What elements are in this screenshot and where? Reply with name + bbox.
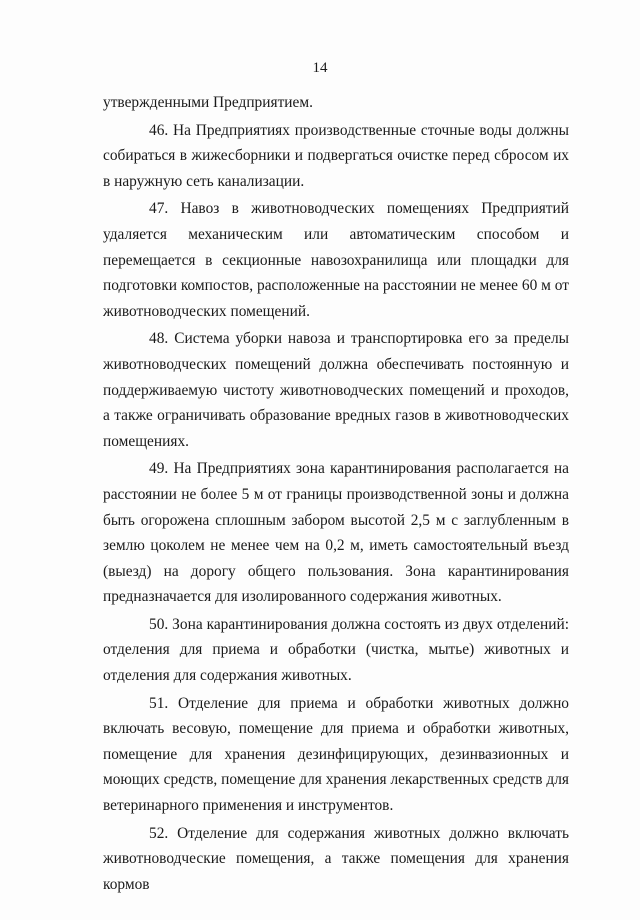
page-number: 14 (312, 60, 328, 76)
paragraph-51: 51. Отделение для приема и обработки животных должно включать весовую, помещение для приема и обработки животных, помещение для хранения дезинфицирующих, дезинвазионных и моющих средств, помещение для хранения лекарственных средств для ветеринарного применения и инструментов. (103, 694, 569, 815)
paragraph-49: 49. На Предприятиях зона карантинирования располагается на расстоянии не более 5 м от границы производственной зоны и должна быть огорожена сплошным забором высотой 2,5 м с заглубленным в землю цоколем не менее чем на 0,2 м, иметь самостоятельный въезд (выезд) на дорогу общего пользования. Зона карантинирования предназначается для изолированного содержания животных. (103, 460, 569, 606)
paragraph-47: 47. Навоз в животноводческих помещениях Предприятий удаляется механическим или автоматическим способом и перемещается в секционные навозохранилища или площадки для подготовки компостов, расположенные на расстоянии не менее 60 м от животноводческих помещений. (103, 200, 569, 320)
paragraph-46: 46. На Предприятиях производственные сточные воды должны собираться в жижесборники и подвергаться очистке перед сбросом их в наружную сеть канализации. (103, 121, 569, 190)
paragraph-continuation: утвержденными Предприятием. (103, 94, 313, 111)
paragraph-52: 52. Отделение для содержания животных должно включать животноводческие помещения, а также помещения для хранения кормов (103, 824, 569, 893)
paragraph-50: 50. Зона карантинирования должна состоять из двух отделений: отделения для приема и обработки (чистка, мытье) животных и отделения для содержания животных. (103, 615, 569, 685)
paragraph-48: 48. Система уборки навоза и транспортировка его за пределы животноводческих помещений должна обеспечивать постоянную и поддерживаемую чистоту животноводческих помещений и проходов, а также ограничивать образование вредных газов в животноводческих помещениях. (103, 330, 569, 450)
document-body (103, 90, 569, 899)
